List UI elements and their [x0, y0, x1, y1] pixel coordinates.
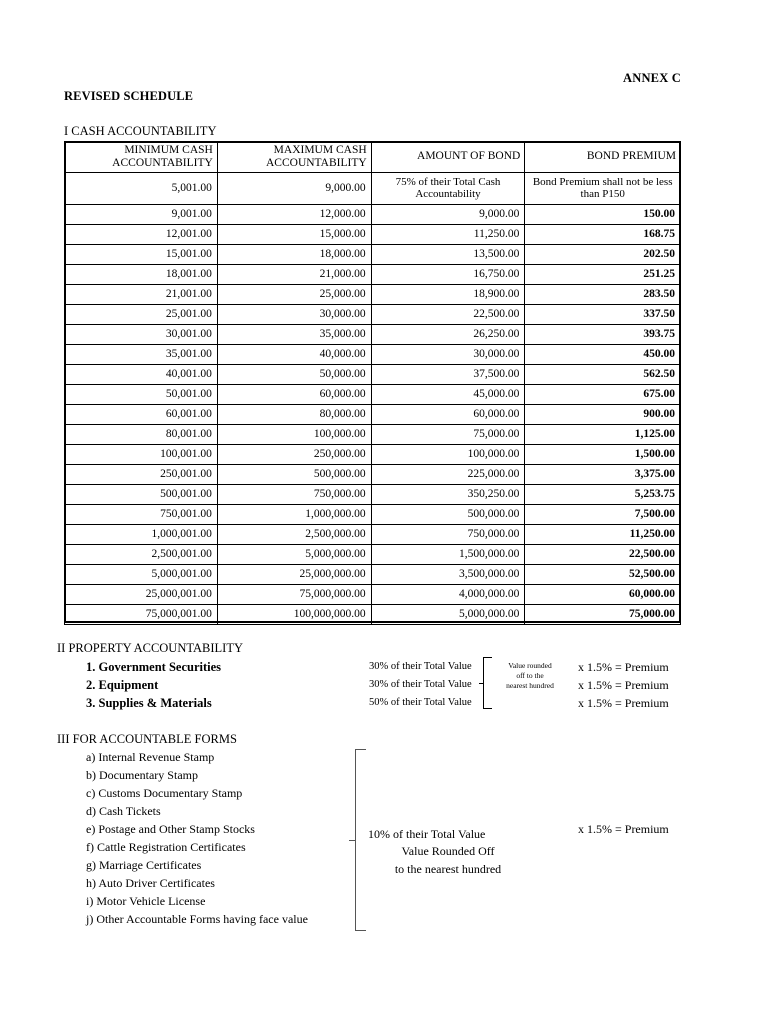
- cell-minimum: 40,001.00: [65, 364, 218, 384]
- cell-maximum: 75,000,000.00: [217, 584, 371, 604]
- section-three-note-line2: Value Rounded Off: [401, 844, 495, 859]
- column-header-bond-premium: BOND PREMIUM: [525, 142, 681, 173]
- document-title: REVISED SCHEDULE: [64, 89, 194, 103]
- cell-minimum: 15,001.00: [65, 244, 218, 264]
- cell-maximum: 250,000.00: [217, 444, 371, 464]
- cell-bond-premium: 251.25: [525, 264, 681, 284]
- table-row: [65, 364, 681, 384]
- cell-minimum: 60,001.00: [65, 404, 218, 424]
- cell-amount-of-bond: 750,000.00: [371, 524, 525, 544]
- cell-amount-of-bond: 3,500,000.00: [371, 564, 525, 584]
- section-two-note-line2: off to the: [516, 671, 544, 681]
- section-three-item: c) Customs Documentary Stamp: [86, 786, 243, 800]
- cell-amount-of-bond: 9,000.00: [371, 204, 525, 224]
- cell-maximum: 25,000,000.00: [217, 564, 371, 584]
- table-row: [65, 524, 681, 544]
- table-body: [65, 172, 681, 624]
- cell-amount-of-bond: 350,250.00: [371, 484, 525, 504]
- cell-minimum: 750,001.00: [65, 504, 218, 524]
- table-row: [65, 204, 681, 224]
- cell-bond-premium: 52,500.00: [525, 564, 681, 584]
- table-row: [65, 424, 681, 444]
- cell-minimum: 9,001.00: [65, 204, 218, 224]
- cell-bond-premium: 1,125.00: [525, 424, 681, 444]
- column-header-minimum: [65, 142, 218, 173]
- cell-bond-premium: 5,253.75: [525, 484, 681, 504]
- cell-bond-premium: 450.00: [525, 344, 681, 364]
- cell-minimum: 100,001.00: [65, 444, 218, 464]
- section-three-brace: [355, 749, 366, 931]
- cell-minimum: 250,001.00: [65, 464, 218, 484]
- section-two-heading: II PROPERTY ACCOUNTABILITY: [57, 641, 243, 655]
- section-two-item-rate: 50% of their Total Value: [369, 697, 472, 708]
- section-three-item: e) Postage and Other Stamp Stocks: [86, 822, 255, 836]
- annex-label: ANNEX C: [623, 71, 681, 85]
- cell-maximum: 25,000.00: [217, 284, 371, 304]
- cell-maximum: 1,000,000.00: [217, 504, 371, 524]
- table-row: [65, 444, 681, 464]
- cell-amount-of-bond: 45,000.00: [371, 384, 525, 404]
- table-row: [65, 404, 681, 424]
- table-row: [65, 172, 681, 204]
- cell-amount-of-bond: 60,000.00: [371, 404, 525, 424]
- cell-minimum: 25,000,001.00: [65, 584, 218, 604]
- cell-amount-of-bond: 225,000.00: [371, 464, 525, 484]
- cell-amount-of-bond: 75,000.00: [371, 424, 525, 444]
- cell-bond-premium: 202.50: [525, 244, 681, 264]
- cell-minimum: 35,001.00: [65, 344, 218, 364]
- cell-amount-of-bond: 30,000.00: [371, 344, 525, 364]
- cell-minimum: 50,001.00: [65, 384, 218, 404]
- cell-amount-of-bond: 26,250.00: [371, 324, 525, 344]
- cell-maximum: 9,000.00: [217, 172, 371, 204]
- cell-minimum: 30,001.00: [65, 324, 218, 344]
- cell-minimum: 80,001.00: [65, 424, 218, 444]
- cell-amount-of-bond: [371, 172, 525, 204]
- cell-maximum: 60,000.00: [217, 384, 371, 404]
- section-three-item: a) Internal Revenue Stamp: [86, 750, 215, 764]
- section-two-rounding-note: [494, 661, 566, 691]
- cell-minimum: 25,001.00: [65, 304, 218, 324]
- table-row: [65, 344, 681, 364]
- column-header-maximum-line2: ACCOUNTABILITY: [266, 156, 367, 169]
- column-header-amount-of-bond: AMOUNT OF BOND: [371, 142, 525, 173]
- section-three-item: f) Cattle Registration Certificates: [86, 840, 246, 854]
- section-three-rounding-note: [368, 826, 528, 878]
- section-two-item-rate: 30% of their Total Value: [369, 679, 472, 690]
- section-two-note-line3: nearest hundred: [506, 681, 554, 691]
- section-two-brace: [483, 657, 492, 709]
- section-two-item-premium: x 1.5% = Premium: [578, 660, 669, 674]
- cell-maximum: 2,500,000.00: [217, 524, 371, 544]
- cell-amount-of-bond-line1: 75% of their Total Cash: [395, 175, 501, 188]
- cell-maximum: 35,000.00: [217, 324, 371, 344]
- table-row: [65, 504, 681, 524]
- cell-maximum: 30,000.00: [217, 304, 371, 324]
- cell-maximum: 100,000,000.00: [217, 604, 371, 624]
- cell-bond-premium-line2: than P150: [580, 188, 625, 201]
- cell-bond-premium: 150.00: [525, 204, 681, 224]
- cell-amount-of-bond: 4,000,000.00: [371, 584, 525, 604]
- cell-minimum: 75,000,001.00: [65, 604, 218, 624]
- section-two-item-label: 3. Supplies & Materials: [86, 696, 212, 710]
- cell-maximum: 40,000.00: [217, 344, 371, 364]
- table-header: [65, 142, 681, 173]
- cell-amount-of-bond: 100,000.00: [371, 444, 525, 464]
- table-row: [65, 484, 681, 504]
- cell-minimum: 5,001.00: [65, 172, 218, 204]
- cell-amount-of-bond: 22,500.00: [371, 304, 525, 324]
- table-row: [65, 384, 681, 404]
- cell-maximum: 5,000,000.00: [217, 544, 371, 564]
- cell-bond-premium: 60,000.00: [525, 584, 681, 604]
- cell-bond-premium: 7,500.00: [525, 504, 681, 524]
- section-three-note-line3: to the nearest hundred: [394, 861, 502, 876]
- cell-bond-premium: 1,500.00: [525, 444, 681, 464]
- column-header-minimum-line2: ACCOUNTABILITY: [112, 156, 213, 169]
- cell-minimum: 2,500,001.00: [65, 544, 218, 564]
- section-two-item-premium: x 1.5% = Premium: [578, 696, 669, 710]
- table-row: [65, 224, 681, 244]
- cell-amount-of-bond: 18,900.00: [371, 284, 525, 304]
- cell-maximum: 750,000.00: [217, 484, 371, 504]
- table-row: [65, 544, 681, 564]
- table-row: [65, 584, 681, 604]
- section-two-item-label: 1. Government Securities: [86, 660, 222, 674]
- cash-accountability-table: [64, 141, 681, 625]
- cell-bond-premium: 900.00: [525, 404, 681, 424]
- section-three-item: b) Documentary Stamp: [86, 768, 198, 782]
- cell-maximum: 50,000.00: [217, 364, 371, 384]
- cell-amount-of-bond: 16,750.00: [371, 264, 525, 284]
- cell-maximum: 18,000.00: [217, 244, 371, 264]
- table-row: [65, 284, 681, 304]
- cell-maximum: 12,000.00: [217, 204, 371, 224]
- table-row: [65, 324, 681, 344]
- cell-minimum: 5,000,001.00: [65, 564, 218, 584]
- cell-minimum: 500,001.00: [65, 484, 218, 504]
- cell-amount-of-bond: 13,500.00: [371, 244, 525, 264]
- table-row: [65, 244, 681, 264]
- section-two-note-line1: Value rounded: [508, 661, 552, 670]
- table-row: [65, 604, 681, 624]
- cell-maximum: 100,000.00: [217, 424, 371, 444]
- cell-amount-of-bond: 11,250.00: [371, 224, 525, 244]
- section-three-item: h) Auto Driver Certificates: [86, 876, 215, 890]
- table-row: [65, 464, 681, 484]
- section-three-item: i) Motor Vehicle License: [86, 894, 206, 908]
- section-three-item: g) Marriage Certificates: [86, 858, 202, 872]
- section-three-premium: x 1.5% = Premium: [578, 822, 669, 836]
- cell-minimum: 18,001.00: [65, 264, 218, 284]
- column-header-maximum: [217, 142, 371, 173]
- cell-amount-of-bond-line2: Accountability: [415, 188, 481, 201]
- cell-bond-premium: 168.75: [525, 224, 681, 244]
- table-row: [65, 564, 681, 584]
- cell-amount-of-bond: 1,500,000.00: [371, 544, 525, 564]
- section-two-item-rate: 30% of their Total Value: [369, 661, 472, 672]
- section-three-item: j) Other Accountable Forms having face value: [86, 912, 308, 926]
- cell-maximum: 15,000.00: [217, 224, 371, 244]
- cell-bond-premium: 337.50: [525, 304, 681, 324]
- section-three-item: d) Cash Tickets: [86, 804, 161, 818]
- cell-bond-premium: [525, 172, 681, 204]
- cell-bond-premium: 562.50: [525, 364, 681, 384]
- cell-bond-premium: 75,000.00: [525, 604, 681, 624]
- cell-minimum: 21,001.00: [65, 284, 218, 304]
- section-two-item-premium: x 1.5% = Premium: [578, 678, 669, 692]
- cell-amount-of-bond: 37,500.00: [371, 364, 525, 384]
- cell-minimum: 12,001.00: [65, 224, 218, 244]
- cell-bond-premium: 11,250.00: [525, 524, 681, 544]
- cell-bond-premium: 3,375.00: [525, 464, 681, 484]
- column-header-maximum-line1: MAXIMUM CASH: [273, 144, 367, 156]
- section-two-item-label: 2. Equipment: [86, 678, 159, 692]
- section-one-heading: I CASH ACCOUNTABILITY: [64, 124, 217, 138]
- cell-bond-premium: 675.00: [525, 384, 681, 404]
- cell-amount-of-bond: 5,000,000.00: [371, 604, 525, 624]
- cell-bond-premium: 393.75: [525, 324, 681, 344]
- section-three-heading: III FOR ACCOUNTABLE FORMS: [57, 732, 237, 746]
- cell-maximum: 80,000.00: [217, 404, 371, 424]
- cell-bond-premium-line1: Bond Premium shall not be less: [532, 175, 673, 188]
- cell-bond-premium: 283.50: [525, 284, 681, 304]
- table-header-row: [65, 142, 681, 173]
- cell-maximum: 21,000.00: [217, 264, 371, 284]
- cell-minimum: 1,000,001.00: [65, 524, 218, 544]
- section-three-note-line1: 10% of their Total Value: [368, 827, 486, 841]
- cell-maximum: 500,000.00: [217, 464, 371, 484]
- column-header-minimum-line1: MINIMUM CASH: [124, 144, 213, 156]
- cell-bond-premium: 22,500.00: [525, 544, 681, 564]
- table-row: [65, 304, 681, 324]
- table-row: [65, 264, 681, 284]
- cell-amount-of-bond: 500,000.00: [371, 504, 525, 524]
